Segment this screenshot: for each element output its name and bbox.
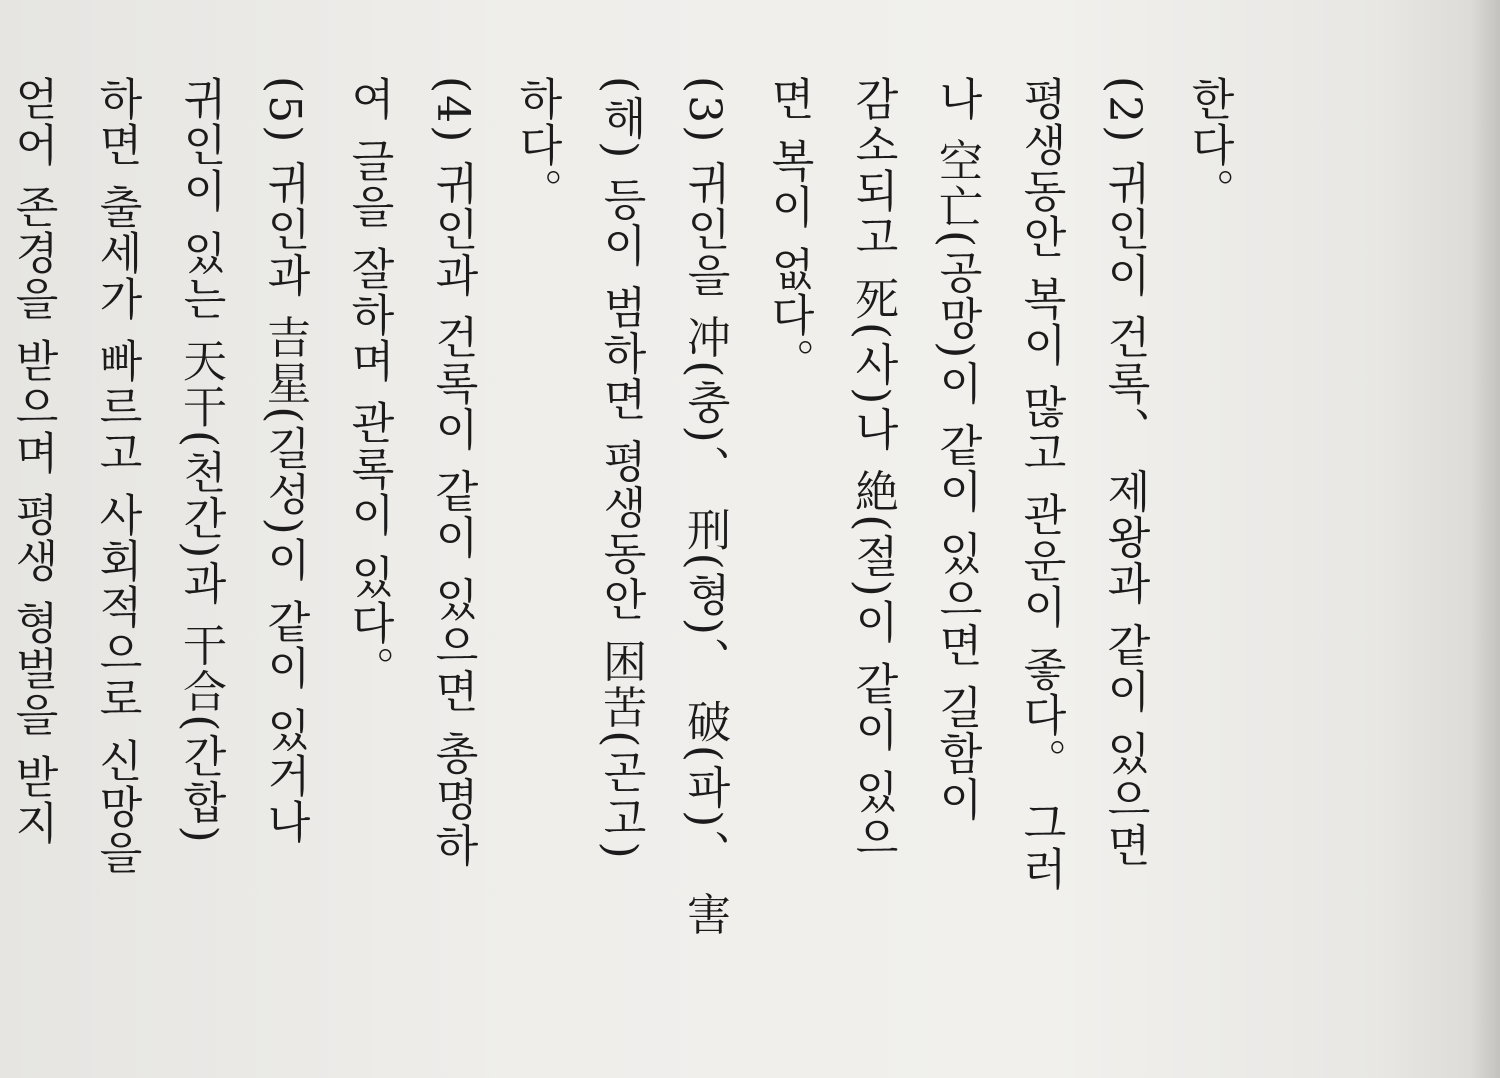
text-line-15: 얻어 존경을 받으며 평생 형벌을 받지 xyxy=(7,76,58,846)
vertical-text-body xyxy=(0,76,1250,1036)
text-line-9: 하다。 xyxy=(511,76,562,214)
text-line-12: (5) 귀인과 吉星(길성)이 같이 있거나 xyxy=(259,76,310,845)
text-line-11: 여 글을 잘하며 관록이 있다。 xyxy=(343,76,394,692)
text-line-7: (3) 귀인을 冲(충)、 刑(형)、 破(파)、 害 xyxy=(679,76,730,938)
text-line-6: 면 복이 없다。 xyxy=(763,76,814,384)
text-line-8: (해) 등이 범하면 평생동안 困苦(곤고) xyxy=(595,76,646,861)
text-line-3: 평생동안 복이 많고 관운이 좋다。 그러 xyxy=(1015,76,1066,892)
text-line-13: 귀인이 있는 天干(천간)과 干合(간합) xyxy=(175,76,226,845)
text-line-10: (4) 귀인과 건록이 같이 있으면 총명하 xyxy=(427,76,478,869)
text-line-1: 한다。 xyxy=(1183,76,1234,214)
text-line-14: 하면 출세가 빠르고 사회적으로 신망을 xyxy=(91,76,142,876)
text-line-2: (2) 귀인이 건록、 제왕과 같이 있으면 xyxy=(1099,76,1150,869)
text-line-5: 감소되고 死(사)나 絶(절)이 같이 있으 xyxy=(847,76,898,861)
page-edge-shadow xyxy=(1470,0,1500,1078)
text-line-4: 나 空亡(공망)이 같이 있으면 길함이 xyxy=(931,76,982,823)
